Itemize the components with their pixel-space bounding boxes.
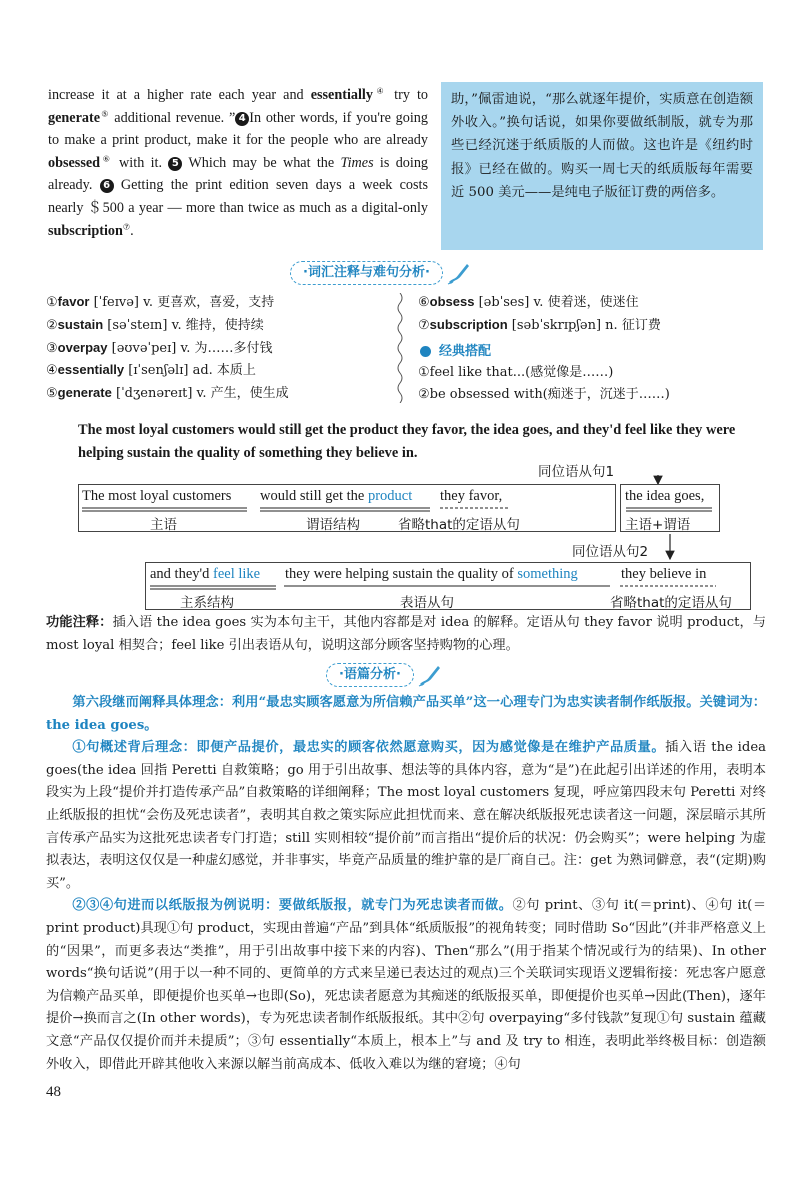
sentence-diagram bbox=[0, 460, 800, 610]
appositive-label-2: 同位语从句2 bbox=[572, 544, 649, 560]
wavy-divider bbox=[395, 293, 405, 403]
pen-icon bbox=[445, 260, 471, 286]
diagram-idea-goes: the idea goes, bbox=[625, 488, 705, 504]
diagram-predicative: they were helping sustain the quality of something bbox=[285, 566, 578, 582]
word-times: Times bbox=[340, 154, 374, 171]
label-predicate: 谓语结构 bbox=[306, 517, 360, 533]
vocab-item: ②sustain [səˈsteɪn] v. 维持，使持续 bbox=[46, 316, 264, 333]
diagram-subject: The most loyal customers bbox=[82, 488, 232, 504]
analysis-intro: 第六段继而阐释具体理念：利用“最忠实顾客愿意为所信赖产品买单”这一心理专门为忠实读者制作纸版报。关键词为：the idea goes。 bbox=[46, 695, 766, 733]
word-essentially: essentially bbox=[310, 87, 373, 103]
collocation-item: ①feel like that...(感觉像是……) bbox=[418, 365, 614, 381]
bullet-dot-icon bbox=[420, 346, 431, 357]
vocab-item: ⑥obsess [əbˈses] v. 使着迷，使迷住 bbox=[418, 294, 639, 310]
word-subscription: subscription bbox=[48, 222, 123, 239]
vocab-item: ⑤generate [ˈdʒenəreɪt] v. 产生，使生成 bbox=[46, 385, 289, 402]
word-obsessed: obsessed bbox=[48, 154, 101, 171]
sentence-number-5: 5 bbox=[168, 157, 182, 171]
analysis-section-header bbox=[326, 662, 442, 688]
label-attributive-2: 省略that的定语从句 bbox=[610, 595, 732, 611]
vocab-item: ⑦subscription [səbˈskrɪpʃən] n. 征订费 bbox=[418, 316, 661, 333]
collocation-item: ②be obsessed with(痴迷于，沉迷于……) bbox=[418, 387, 670, 403]
function-note: 功能注释：插入语 the idea goes 实为本句主干，其他内容都是对 idea 的解释。定语从句 they favor 说明 product，与 most loyal 相契合；feel like 引出表语从句，说明这部分顾客坚持购物的心理。 bbox=[46, 615, 766, 653]
diagram-predicate: would still get the product bbox=[260, 488, 413, 504]
vocab-list-left bbox=[46, 291, 386, 405]
analysis-text bbox=[46, 692, 766, 1076]
vocab-item: ④essentially [ɪˈsenʃəlɪ] ad. 本质上 bbox=[46, 362, 256, 379]
page-number: 48 bbox=[46, 1084, 61, 1100]
collocation-title: 经典搭配 bbox=[418, 341, 758, 363]
label-predicative: 表语从句 bbox=[400, 595, 454, 611]
vocab-section-header bbox=[290, 260, 471, 286]
translation-box bbox=[441, 82, 763, 250]
vocab-item: ③overpay [əʊvəˈpeɪ] v. 为……多付钱 bbox=[46, 339, 273, 356]
diagram-main-link: and they'd feel like bbox=[150, 566, 261, 582]
diagram-attributive: they favor, bbox=[440, 488, 503, 504]
word-generate: generate bbox=[48, 109, 100, 126]
label-subject: 主语 bbox=[150, 517, 177, 533]
analysis-para-1: ①句概述背后理念：即便产品提价，最忠实的顾客依然愿意购买，因为感觉像是在维护产品质量。插入语 the idea goes(the idea 回指 Peretti 自救策略；go 用于引出故事、想法等的具体内容，意为“是”)在此起引出详述的作用，表明本段实为上段“提价并打造传承产品”自救策略的详细阐释；The most loyal customers 复现，呼应第四段末句 Peretti 对终止纸版报的担忧“会伤及死忠读者”，表明其自救之策实际应此担忧而来、意在解决纸版报死忠读者这一问题，深层暗示其所言传承产品实为这批死忠读者专门打造；still 实则相较“提价前”而言指出“提价后的状况：仍会购买”；were helping 为虚拟表达，表明这仅仅是一种虚幻感觉，并非事实，毕竟产品质量的维护靠的是厂商自己。注：get 为熟词僻意，表“(定期)购买”。 bbox=[46, 740, 766, 891]
diagram-believe-in: they believe in bbox=[621, 566, 707, 582]
vocab-header-label: ·词汇注释与难句分析· bbox=[290, 261, 443, 285]
translation-text: 助，”佩雷迪说，“那么就逐年提价，实质意在创造额外收入。”换句话说，如果你要做纸制版，就专为那些已经沉迷于纸质版的人而做。这也许是《纽约时报》已经在做的。购买一周七天的纸质版每年需要近 500 美元——是纯电子版征订费的两倍多。 bbox=[451, 92, 753, 200]
sentence-number-6: 6 bbox=[100, 179, 114, 193]
label-subject-predicate: 主语+谓语 bbox=[625, 517, 691, 533]
appositive-label-1: 同位语从句1 bbox=[538, 464, 615, 480]
pen-icon bbox=[416, 662, 442, 688]
passage-text: increase it at a higher rate each year and essentially④ try to generate⑤ additional revenue. ” 4 In other words, if you're going to make a print product, make it for the people who are already obsessed⑥ with it. 5 Which may be what the Times is doing already. 6 Getting the print edition seven days a week costs nearly ＄500 a year — more than twice as much as a digital-only subscription⑦. bbox=[48, 86, 429, 239]
label-link-structure: 主系结构 bbox=[180, 595, 234, 611]
sentence-number-4: 4 bbox=[235, 112, 249, 126]
analysis-header-label: ·语篇分析· bbox=[326, 663, 414, 687]
key-sentence: The most loyal customers would still get the product they favor, the idea goes, and they'd feel like they were helping sustain the quality of something they believe in. bbox=[78, 422, 736, 461]
vocab-item: ①favor [ˈfeɪvə] v. 更喜欢，喜爱，支持 bbox=[46, 294, 275, 310]
analysis-para-2: ②③④句进而以纸版报为例说明：要做纸版报，就专门为死忠读者而做。②句 print、③句 it(＝print)、④句 it(＝print product)具现①句 product，实现由普遍“产品”到具体“纸质版报”的视角转变；同时借助 So“因此”(并非严格意义上的“因果”，而更多表达“类推”，用于引出故事中接下来的内容)、Then“那么”(用于指某个情况或行为的结果)、In other words“换句话说”(用于以一种不同的、更简单的方式来呈递已表达过的观点)三个关联词实现语义逻辑衔接：死忠客户愿意为信赖产品买单，即便提价也买单→也即(So)，死忠读者愿意为其痴迷的纸版报买单，即便提价也买单→因此(Then)，逐年提价→换而言之(In other words)，专为死忠读者制作纸版报纸。其中②句 overpaying“多付钱款”复现①句 sustain 蕴藏文意“产品仅仅提价而并未提质”；③句 essentially“本质上，根本上”与 and 及 try to 相连，表明此举终极目标：创造额外收入，即借此开辟其他收入来源以解当前高成本、低收入难以为继的窘境；④句 bbox=[46, 898, 767, 1072]
function-note-label: 功能注释： bbox=[46, 615, 113, 630]
label-attributive: 省略that的定语从句 bbox=[398, 517, 520, 533]
vocab-list-right bbox=[418, 291, 758, 406]
